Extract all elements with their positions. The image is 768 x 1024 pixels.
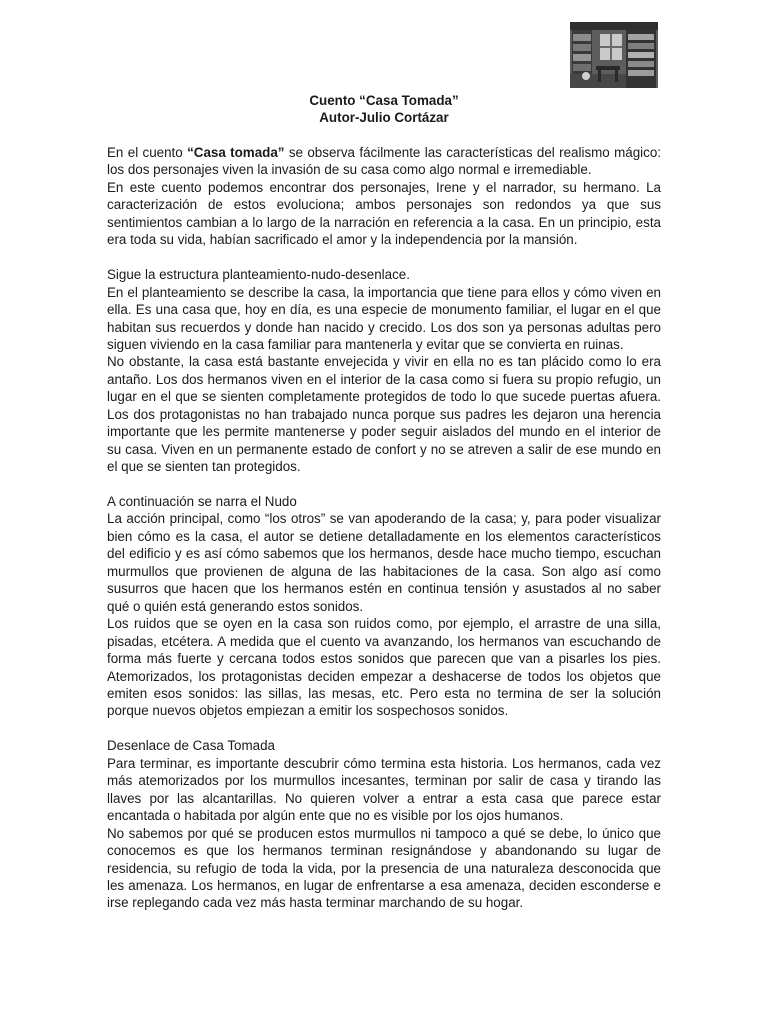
- nudo-paragraph-2: Los ruidos que se oyen en la casa son ruidos como, por ejemplo, el arrastre de una silla, pisadas, etcétera. A medida que el cuento va avanzando, los hermanos van escuchando de forma más fuerte y cercana todos estos sonidos que parecen que van a pisarles los pies. Atemorizados, los protagonistas deciden empezar a deshacerse de todos los objetos que emiten esos sonidos: las sillas, las mesas, etc. Pero esta no termina de ser la solución porque nuevos objetos empiezan a emitir los sospechosos sonidos.: [107, 616, 661, 719]
- library-photo: [570, 22, 658, 88]
- intro-paragraph-2: En este cuento podemos encontrar dos personajes, Irene y el narrador, su hermano. La caracterización de estos evoluciona; ambos personajes son redondos ya que sus sentimientos cambian a lo largo de la narración en referencia a la casa. En un principio, esta era toda su vida, habían sacrificado el amor y la independencia por la mansión.: [107, 179, 661, 248]
- planteamiento-paragraph-2: No obstante, la casa está bastante envejecida y vivir en ella no es tan plácido como lo era antaño. Los dos hermanos viven en el interior de la casa como si fuera su propio refugio, un lugar en el que se sienten completamente protegidos de todo lo que sucede puertas afuera. Los dos protagonistas no han trabajado nunca porque sus padres les dejaron una herencia importante que les permite mantenerse y poder seguir aislados del mundo en el interior de su casa. Viven en un permanente estado de confort y no se atreven a salir de ese mundo en el que se sienten tan protegidos.: [107, 354, 661, 475]
- document-author: Autor-Julio Cortázar: [319, 110, 449, 125]
- desenlace-paragraph-1: Para terminar, es importante descubrir cómo termina esta historia. Los hermanos, cada vez más atemorizados por los murmullos incesantes, terminan por salir de casa y tirando las llaves por las alcantarillas. No quieren volver a entrar a esta casa que parece estar encantada o habitada por algún ente que no es visible por los ojos humanos.: [107, 755, 661, 824]
- desenlace-heading: Desenlace de Casa Tomada: [107, 738, 275, 754]
- document-header: [0, 92, 768, 126]
- planteamiento-paragraph-1: En el planteamiento se describe la casa, la importancia que tiene para ellos y cómo viven en ella. Es una casa que, hoy en día, es una especie de monumento familiar, el lugar en el que habitan sus recuerdos y donde han nacido y crecido. Los dos son ya personas adultas pero siguen viviendo en la casa familiar para mantenerla y evitar que se convierta en ruinas.: [107, 284, 661, 352]
- intro-paragraph-1: En el cuento “Casa tomada” se observa fácilmente las características del realismo mágico: los dos personajes viven la invasión de su casa como algo normal e irremediable.: [107, 145, 661, 178]
- desenlace-paragraph-2: No sabemos por qué se producen estos murmullos ni tampoco a qué se debe, lo único que conocemos es que los hermanos terminan resignándose y abandonando su lugar de residencia, su refugio de toda la vida, por la presencia de una naturaleza desconocida que les amenaza. Los hermanos, en lugar de enfrentarse a esa amenaza, deciden esconderse e irse replegando cada vez más hasta terminar marchando de su hogar.: [107, 825, 661, 911]
- document-body: [107, 144, 661, 912]
- nudo-heading: A continuación se narra el Nudo: [107, 494, 297, 510]
- planteamiento-heading: Sigue la estructura planteamiento-nudo-desenlace.: [107, 267, 410, 283]
- nudo-paragraph-1: La acción principal, como “los otros” se van apoderando de la casa; y, para poder visualizar bien cómo es la casa, el autor se detiene detalladamente en los elementos característicos del edificio y es así cómo sabemos que los hermanos, desde hace mucho tiempo, escuchan murmullos que provienen de alguna de las habitaciones de la casa. Son algo así como susurros que hacen que los hermanos estén en continua tensión y asustados al no saber qué o quién está generando estos sonidos.: [107, 511, 661, 614]
- story-title-inline: “Casa tomada”: [187, 145, 285, 160]
- document-title: Cuento “Casa Tomada”: [309, 93, 459, 108]
